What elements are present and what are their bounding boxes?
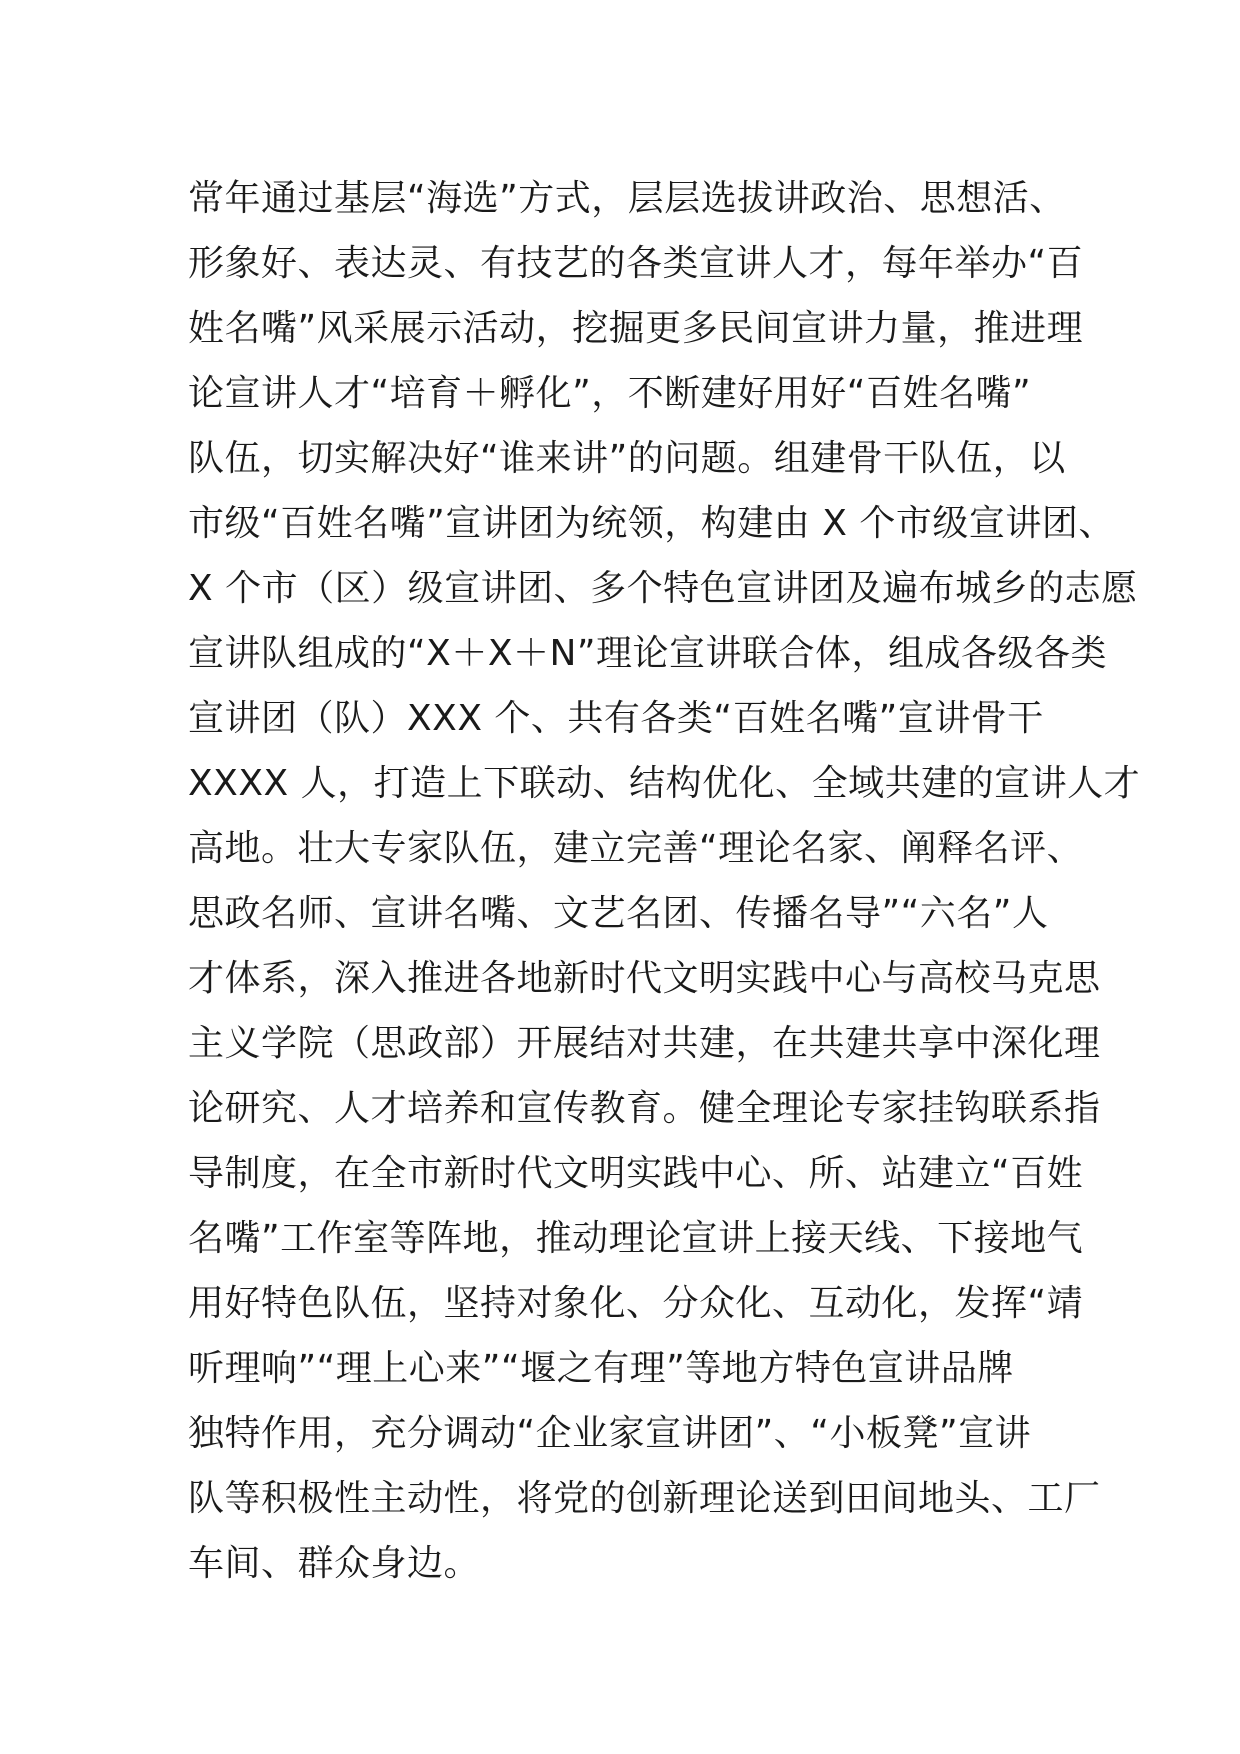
paragraph-line: 名嘴”工作室等阵地，推动理论宣讲上接天线、下接地气 (188, 1218, 1084, 1259)
paragraph-line: XXXX 人，打造上下联动、结构优化、全域共建的宣讲人才 (188, 763, 1141, 804)
paragraph-line: 听理响”“理上心来”“堰之有理”等地方特色宣讲品牌 (188, 1348, 1014, 1389)
paragraph-line: 用好特色队伍，坚持对象化、分众化、互动化，发挥“靖 (188, 1283, 1084, 1324)
paragraph-line: 形象好、表达灵、有技艺的各类宣讲人才，每年举办“百 (188, 243, 1084, 284)
paragraph-line: 论研究、人才培养和宣传教育。健全理论专家挂钩联系指 (188, 1088, 1101, 1129)
paragraph-line: 宣讲团（队）XXX 个、共有各类“百姓名嘴”宣讲骨干 (188, 698, 1044, 739)
paragraph-line: 常年通过基层“海选”方式，层层选拔讲政治、思想活、 (188, 178, 1066, 219)
paragraph-line: 姓名嘴”风采展示活动，挖掘更多民间宣讲力量，推进理 (188, 308, 1084, 349)
paragraph-line: 队等积极性主动性，将党的创新理论送到田间地头、工厂 (188, 1478, 1101, 1519)
paragraph-line: 市级“百姓名嘴”宣讲团为统领，构建由 X 个市级宣讲团、 (188, 503, 1115, 544)
paragraph-line: 导制度，在全市新时代文明实践中心、所、站建立“百姓 (188, 1153, 1084, 1194)
body-paragraph (188, 166, 1141, 1596)
paragraph-line: X 个市（区）级宣讲团、多个特色宣讲团及遍布城乡的志愿 (188, 568, 1138, 609)
paragraph-line: 高地。壮大专家队伍，建立完善“理论名家、阐释名评、 (188, 828, 1084, 869)
paragraph-line: 论宣讲人才“培育＋孵化”，不断建好用好“百姓名嘴” (188, 373, 1032, 414)
paragraph-line: 队伍，切实解决好“谁来讲”的问题。组建骨干队伍，以 (188, 438, 1066, 479)
paragraph-line: 才体系，深入推进各地新时代文明实践中心与高校马克思 (188, 958, 1101, 999)
paragraph-line: 主义学院（思政部）开展结对共建，在共建共享中深化理 (188, 1023, 1101, 1064)
paragraph-line: 独特作用，充分调动“企业家宣讲团”、“小板凳”宣讲 (188, 1413, 1032, 1454)
paragraph-line: 宣讲队组成的“X＋X＋N”理论宣讲联合体，组成各级各类 (188, 633, 1108, 674)
paragraph-line: 思政名师、宣讲名嘴、文艺名团、传播名导”“六名”人 (188, 893, 1049, 934)
paragraph-line: 车间、群众身边。 (188, 1543, 481, 1584)
